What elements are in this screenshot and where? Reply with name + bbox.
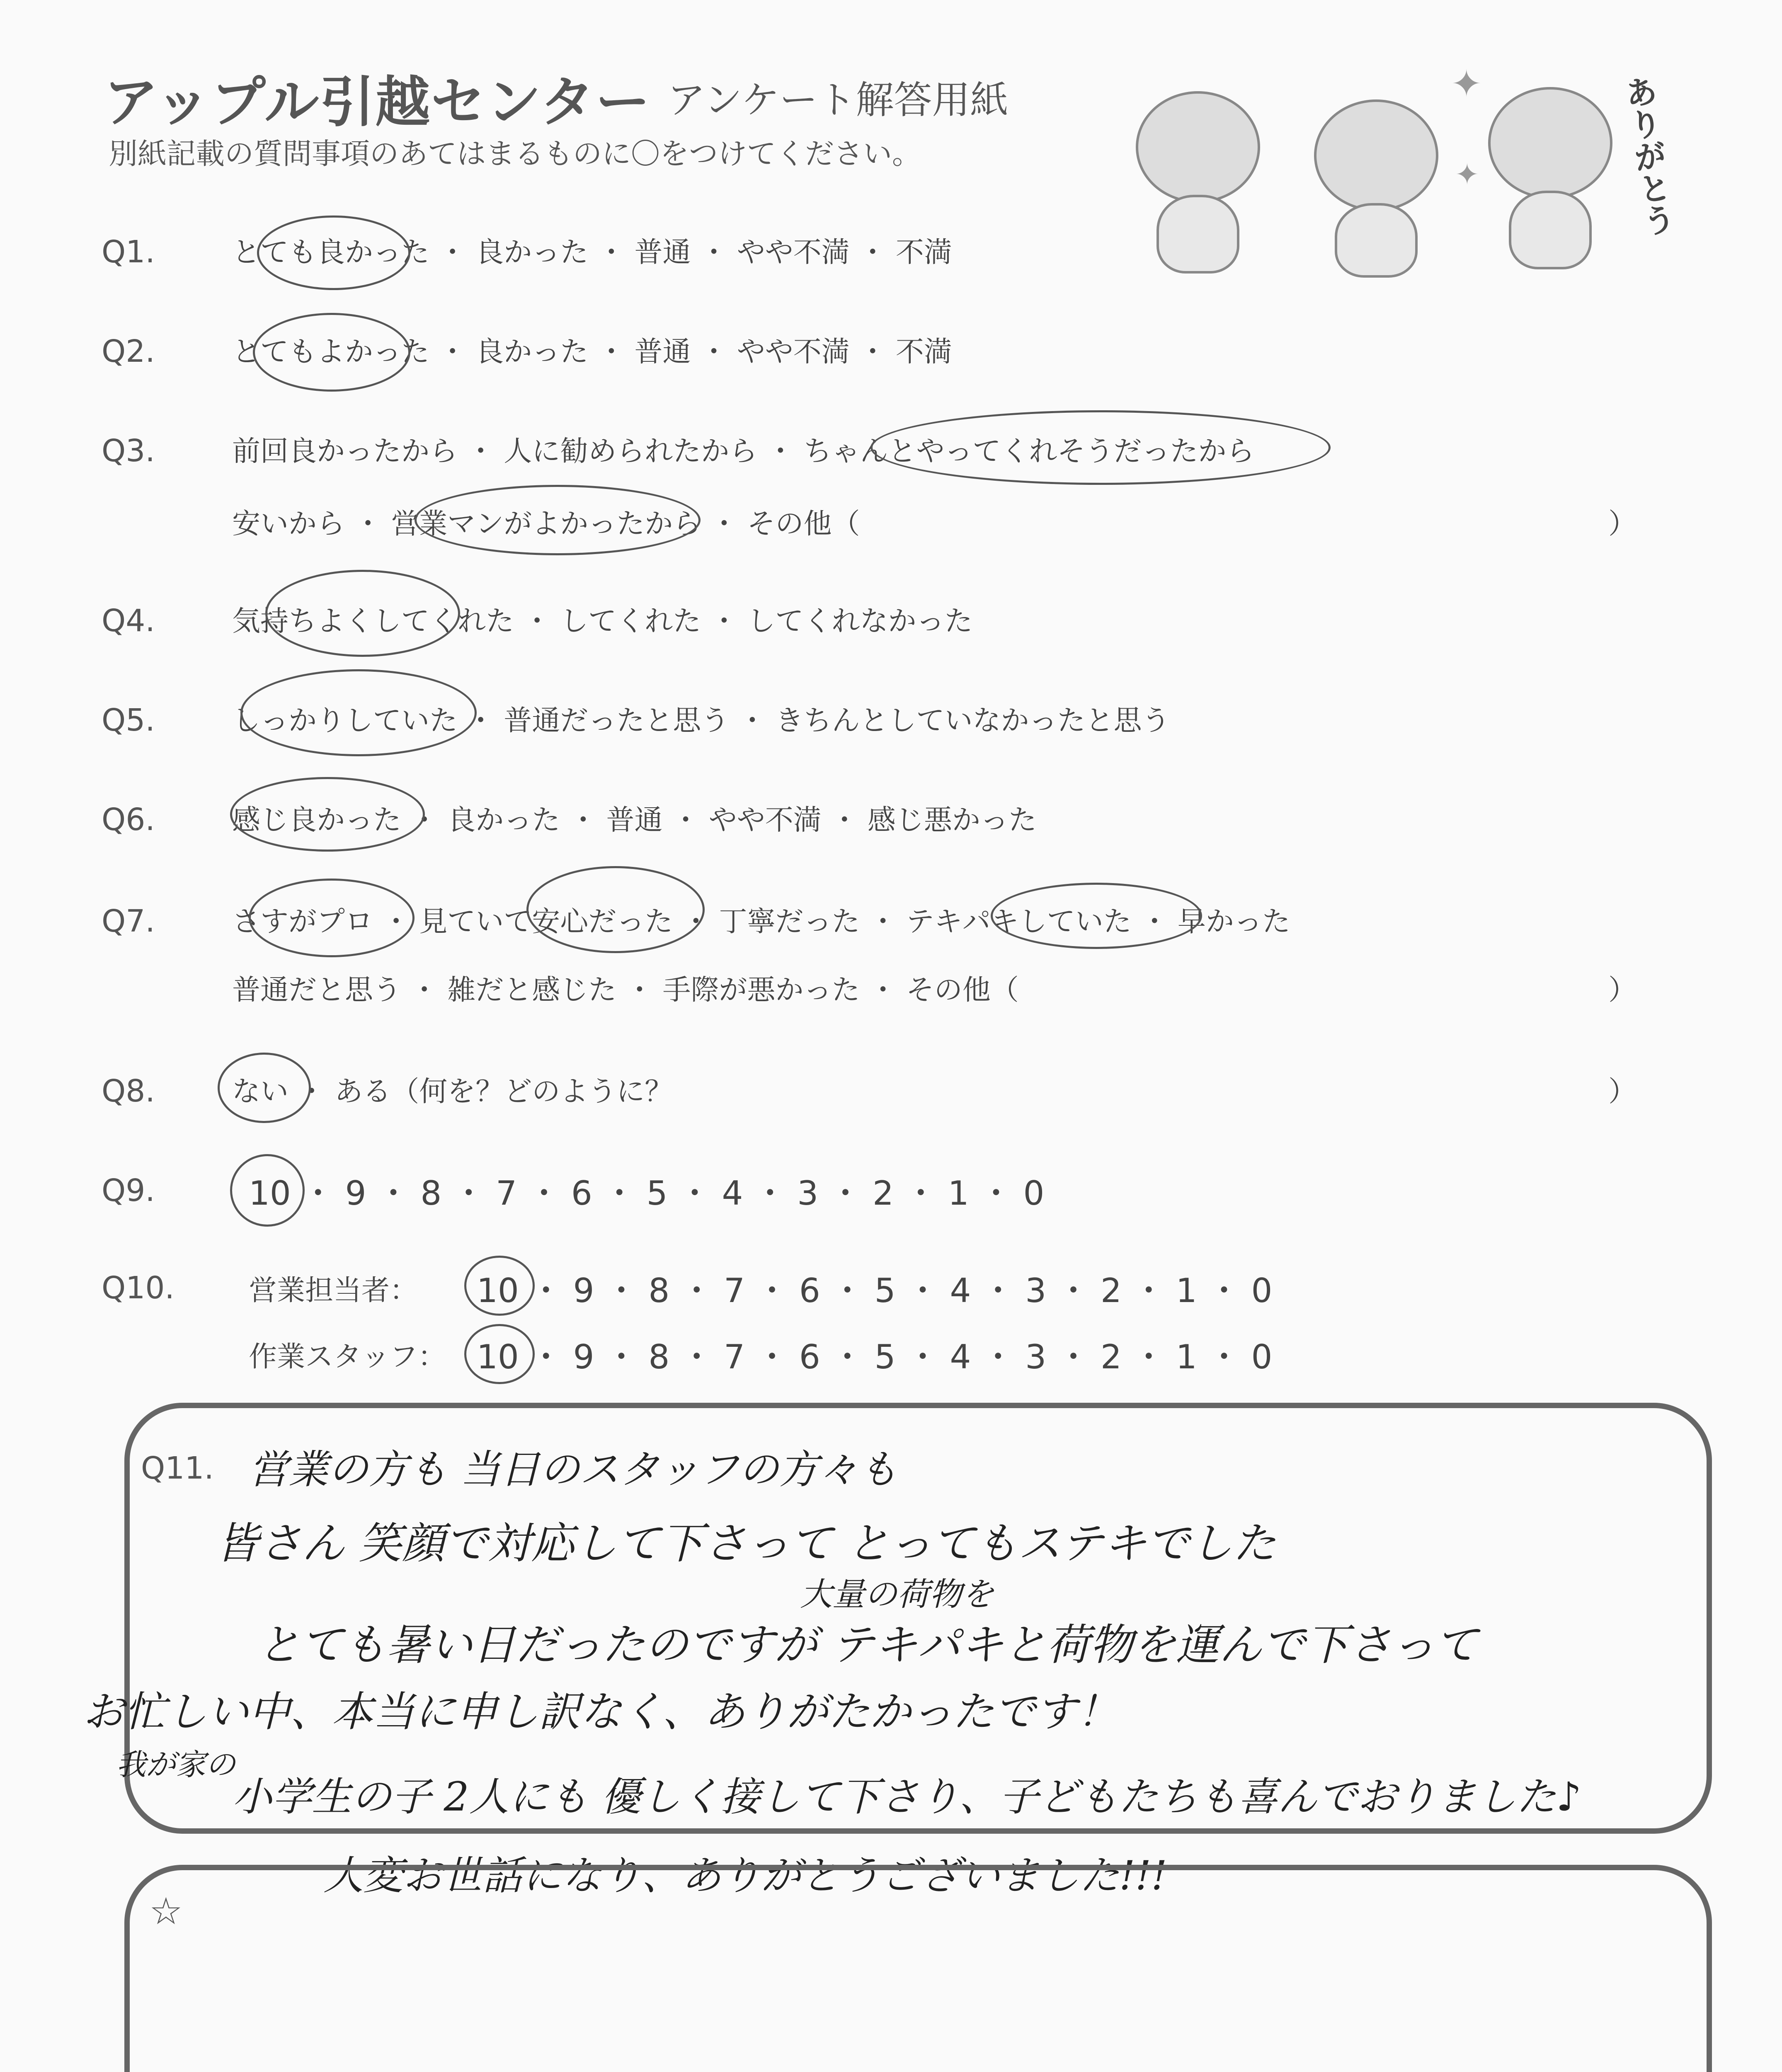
sparkle-icon: ✦	[1455, 157, 1479, 191]
selection-circle	[464, 1324, 535, 1384]
q7-close-paren: ）	[1608, 974, 1637, 1007]
q1-label: Q1.	[102, 234, 155, 270]
instruction-text: 別紙記載の質問事項のあてはまるものに〇をつけてください。	[109, 137, 921, 171]
q10-staff-scale: 10 ・ 9 ・ 8 ・ 7 ・ 6 ・ 5 ・ 4 ・ 3 ・ 2 ・ 1 ・ 0	[477, 1338, 1273, 1376]
mascot-body-3	[1509, 191, 1592, 269]
selection-circle	[870, 410, 1331, 485]
q11-line-2: 皆さん 笑顔で対応して下さって とってもステキでした	[216, 1518, 1276, 1569]
q11-line-5: お忙しい中、本当に申し訳なく、ありがたかったです！	[83, 1687, 1118, 1736]
q3-close-paren: ）	[1608, 508, 1637, 540]
q8-options: ない ・ ある（何を？どのように？	[232, 1075, 673, 1108]
q7-options-line2: 普通だと思う ・ 雑だと感じた ・ 手際が悪かった ・ その他（	[232, 974, 1019, 1007]
q3-options-line2: 安いから ・ 営業マンがよかったから ・ その他（	[232, 508, 860, 540]
selection-circle	[526, 866, 705, 953]
q5-label: Q5.	[102, 702, 155, 738]
q10-label: Q10.	[102, 1270, 175, 1306]
selection-circle	[240, 669, 477, 756]
q8-label: Q8.	[102, 1073, 155, 1109]
q11-line-1: 営業の方も 当日のスタッフの方々も	[249, 1446, 898, 1493]
selection-circle	[415, 485, 701, 555]
mascot-speech-text: ありがとう	[1617, 73, 1677, 239]
q5-options: しっかりしていた ・ 普通だったと思う ・ きちんとしていなかったと思う	[232, 704, 1170, 737]
q6-label: Q6.	[102, 802, 155, 838]
q9-label: Q9.	[102, 1173, 155, 1208]
q4-label: Q4.	[102, 603, 155, 639]
mascot-illustration	[1119, 62, 1687, 278]
q11-line-8: 大変お世話になり、ありがとうございました!!!	[323, 1852, 1167, 1899]
mascot-head-1	[1136, 91, 1260, 203]
sparkle-icon: ✦	[1451, 62, 1482, 106]
q3-options-line1: 前回良かったから ・ 人に勧められたから ・ ちゃんとやってくれそうだったから	[232, 435, 1255, 468]
selection-circle	[464, 1256, 535, 1316]
q11-label: Q11.	[141, 1450, 214, 1486]
company-title: アップル引越センター	[104, 70, 651, 134]
mascot-body-2	[1335, 203, 1418, 278]
q1-options: とても良かった ・ 良かった ・ 普通 ・ やや不満 ・ 不満	[232, 236, 952, 269]
mascot-body-1	[1156, 195, 1239, 274]
q7-label: Q7.	[102, 903, 155, 939]
q11-line-6-insert: 我が家の	[116, 1747, 236, 1782]
q2-label: Q2.	[102, 334, 155, 369]
selection-circle	[257, 215, 410, 290]
q10-sales-label: 営業担当者：	[249, 1274, 418, 1307]
selection-circle	[230, 1154, 305, 1227]
mascot-head-2	[1314, 99, 1438, 211]
q10-sales-scale: 10 ・ 9 ・ 8 ・ 7 ・ 6 ・ 5 ・ 4 ・ 3 ・ 2 ・ 1 ・ 0	[477, 1271, 1273, 1310]
q9-scale: 10 ・ 9 ・ 8 ・ 7 ・ 6 ・ 5 ・ 4 ・ 3 ・ 2 ・ 1 ・ 0	[249, 1174, 1045, 1213]
q11-line-3-insert: 大量の荷物を	[800, 1576, 994, 1613]
q10-staff-label: 作業スタッフ：	[249, 1341, 446, 1373]
q3-label: Q3.	[102, 433, 155, 469]
q8-close-paren: ）	[1608, 1075, 1637, 1108]
q11-line-4: とても暑い日だったのですが テキパキと荷物を運んで下さって	[257, 1619, 1478, 1670]
q2-options: とてもよかった ・ 良かった ・ 普通 ・ やや不満 ・ 不満	[232, 336, 952, 368]
selection-circle	[218, 1053, 311, 1123]
q11-line-7: 小学生の子 2人にも 優しく接して下さり、子どもたちも喜んでおりました♪	[232, 1774, 1582, 1820]
selection-circle	[230, 777, 425, 852]
star-icon: ☆	[149, 1890, 183, 1933]
q4-options: 気持ちよくしてくれた ・ してくれた ・ してくれなかった	[232, 605, 973, 638]
selection-circle	[265, 570, 460, 657]
mascot-head-3	[1488, 87, 1612, 199]
q7-options-line1: さすがプロ ・ 見ていて安心だった ・ 丁寧だった ・ テキパキしていた ・ 早かった	[232, 905, 1290, 938]
q6-options: 感じ良かった ・ 良かった ・ 普通 ・ やや不満 ・ 感じ悪かった	[232, 804, 1037, 837]
selection-circle	[991, 883, 1202, 949]
selection-circle	[249, 879, 415, 957]
selection-circle	[253, 313, 410, 392]
star-comment-box	[124, 1865, 1712, 2072]
form-subtitle: アンケート解答用紙	[667, 78, 1009, 122]
